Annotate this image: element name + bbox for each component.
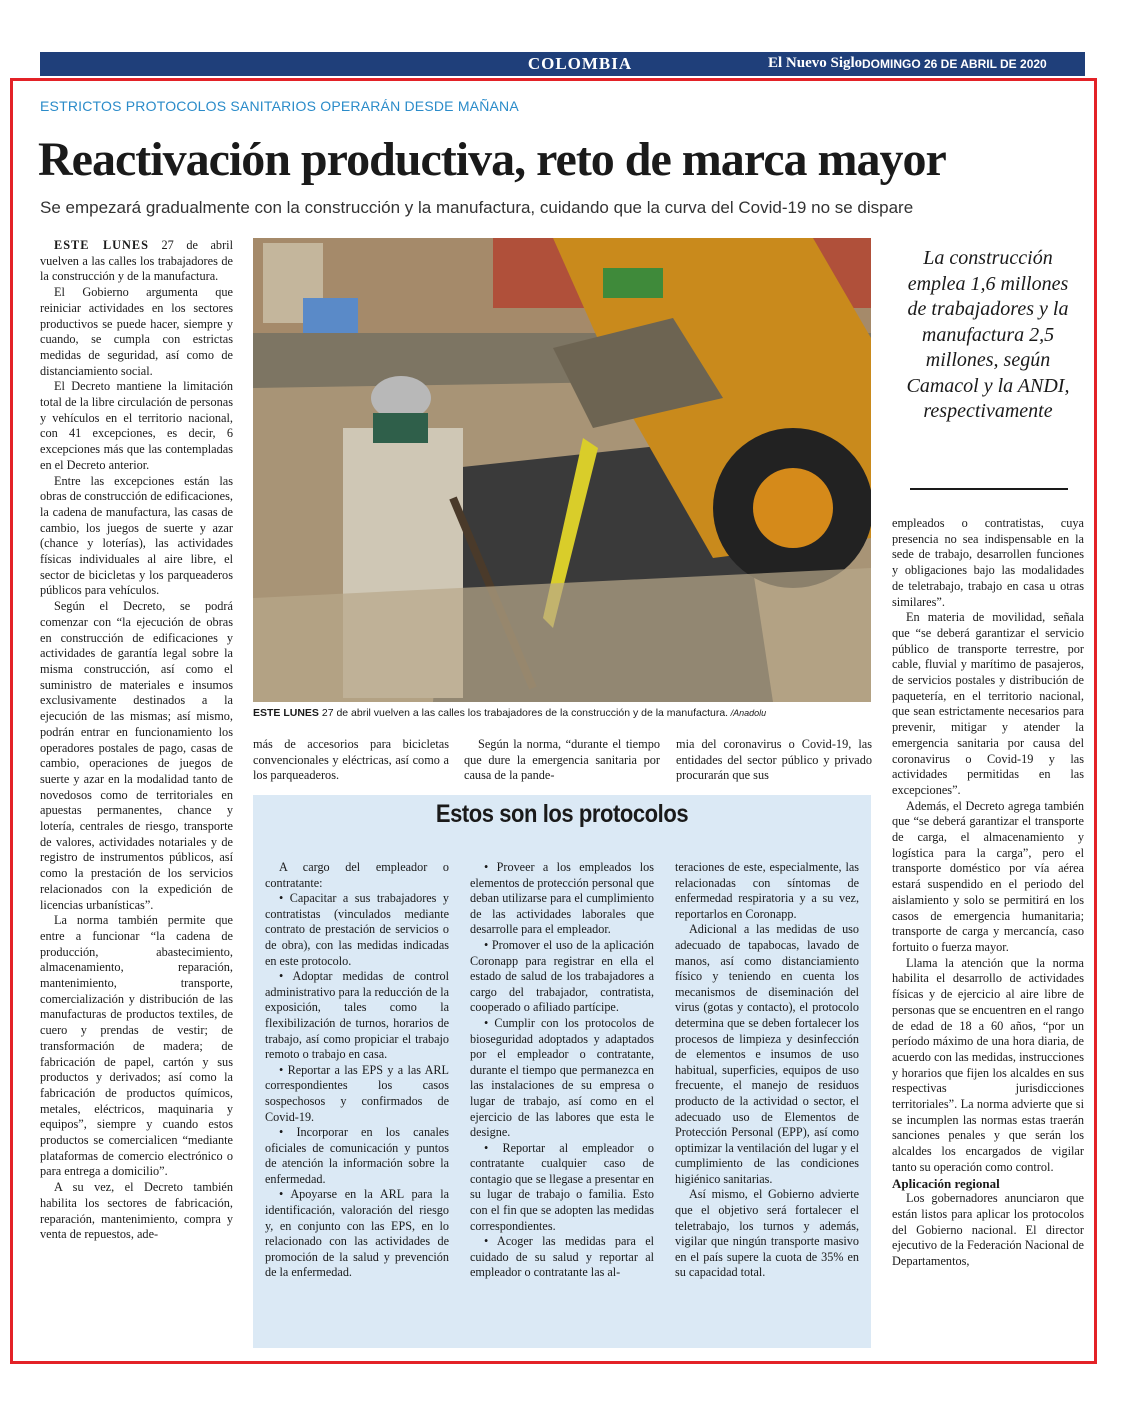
subsection-heading: Aplicación regional (892, 1175, 1000, 1191)
protocol-item: teraciones de este, especialmente, las relacionadas con síntomas de enfermedad respiratoria y a su vez, reportarlos en Coronapp. (675, 860, 859, 921)
quote-divider (910, 488, 1068, 490)
paragraph: Según la norma, “durante el tiempo que dure la emergencia sanitaria por causa de la pande- (464, 737, 660, 783)
article-column-3 (464, 737, 660, 784)
article-column-4 (676, 737, 872, 784)
paragraph: Llama la atención que la norma habilita el desarrollo de actividades físicas y de ejercicio al aire libre de personas que se encuentren en el rango de edad de 18 a 60 años, “por un período máximo de una hora diaria, de acuerdo con las medidas, instrucciones y horarios que fijen los alcaldes en sus respectivas jurisdicciones territoriales”. La norma advierte que si se incumplen las normas estas traerán sanciones penales y que serán los alcaldes los encargados de vigilar tanto su operación como control. (892, 955, 1084, 1174)
paragraph: mia del coronavirus o Covid-19, las entidades del sector público y privado procurarán que sus (676, 737, 872, 783)
section-name: COLOMBIA (527, 54, 633, 73)
page-header-bar (40, 52, 1122, 76)
caption-text: 27 de abril vuelven a las calles los trabajadores de la construcción y de la manufactura. (318, 707, 729, 719)
pull-quote: La construcción emplea 1,6 millones de trabajadores y la manufactura 2,5 millones, según Camacol y la ANDI, respectivamente (906, 247, 1070, 422)
paragraph: Los gobernadores anunciaron que están listos para aplicar los protocolos del Gobierno nacional. El director ejecutivo de la Federación Nacional de Departamentos, (892, 1191, 1084, 1269)
photo-credit: /Anadolu (728, 708, 767, 718)
protocol-item: A cargo del empleador o contratante: (265, 860, 449, 890)
protocol-item: Así mismo, el Gobierno advierte que el objetivo será fortalecer el teletrabajo, los turnos y además, vigilar que ningún transporte masivo en el país supere la cuota de 35% en su capacidad total. (675, 1187, 859, 1280)
paragraph: El Decreto mantiene la limitación total de la libre circulación de personas y vehículos en el territorio nacional, con 41 excepciones, es decir, 6 excepciones más que las contempladas en el Decreto anterior. (40, 379, 233, 472)
article-column-2 (253, 737, 449, 784)
protocol-item: • Reportar al empleador o contratante cualquier caso de contagio que se llegase a presentar en su lugar de trabajo o familia. Esto con el fin que se adopten las medidas correspondientes. (470, 1140, 654, 1233)
protocol-item: • Incorporar en los canales oficiales de comunicación y puntos de atención la información sobre la enfermedad. (265, 1125, 449, 1186)
paragraph: Entre las excepciones están las obras de construcción de edificaciones, la cadena de manufactura, las casas de cambio, los juegos de suerte y azar (chance y loterías), las actividades físicas individuales al aire libre, el sector de bicicletas y los parqueaderos públicos para vehículos. (40, 473, 233, 598)
photo-illustration (253, 238, 871, 702)
photo-caption (253, 707, 871, 719)
paragraph: Además, el Decreto agrega también que “se deberá garantizar el transporte de carga, el almacenamiento y logística para la carga”, pero el transporte doméstico por vía aérea estará suspendido en el periodo del aislamiento y solo se permitirá en los casos de emergencia humanitaria; transporte de carga y mercancía, caso fortuito o fuerza mayor. (892, 798, 1084, 954)
paragraph: En materia de movilidad, señala que “se deberá garantizar el servicio público de transporte terrestre, por cable, fluvial y marítimo de pasajeros, de servicios postales y distribución de paquetería, en el territorio nacional, que sean estrictamente necesarios para prevenir, mitigar y atender la emergencia sanitaria por causa del coronavirus o Covid-19 y las actividades permitidas en las excepciones”. (892, 610, 1084, 797)
article-column-5 (892, 516, 1084, 1270)
paragraph: 27 de abril vuelven a las calles los trabajadores de la construcción y de la manufactura. (40, 238, 233, 284)
protocol-item: • Reportar a las EPS y a las ARL correspondientes los casos sospechosos y confirmados de Covid-19. (265, 1062, 449, 1124)
protocols-column-1 (265, 860, 449, 1281)
newspaper-name: El Nuevo Siglo (768, 55, 863, 71)
protocol-item: • Capacitar a sus trabajadores y contratistas (vinculados mediante contrato de prestación de servicios o de obra), con las medidas indicadas en este protocolo. (265, 891, 449, 968)
lead-caps: ESTE LUNES (54, 238, 149, 252)
protocol-item: • Promover el uso de la aplicación Coronapp para registrar en ella el estado de salud de los trabajadores a cargo del trabajador, contratista, cooperado o afiliado partícipe. (470, 937, 654, 1015)
protocol-item: • Apoyarse en la ARL para la identificación, valoración del riesgo y, en conjunto con las EPS, en lo relacionado con las actividades de promoción de la salud y prevención de la enfermedad. (265, 1187, 449, 1280)
article-kicker: ESTRICTOS PROTOCOLOS SANITARIOS OPERARÁN DESDE MAÑANA (40, 98, 519, 114)
construction-photo (253, 238, 871, 702)
protocols-column-3 (675, 860, 859, 1281)
paragraph: Según el Decreto, se podrá comenzar con “la ejecución de obras en construcción de edificaciones y actividades de garantía legal sobre la misma construcción, así como el suministro de materiales e insumos exclusivamente destinados a la ejecución de las mismas; así mismo, podrán entrar en funcionamiento los operadores postales de pago, casas de cambio, operaciones de juegos de suerte y azar en la modalidad tanto de novedosos como de territoriales en apuestas permanentes, chance y lotería, centrales de riesgo, transporte de valores, actividades notariales y de registro de instrumentos públicos, así como la prestación de los servicios relacionados con la expedición de licencias urbanísticas”. (40, 599, 233, 912)
paragraph: La norma también permite que entre a funcionar “la cadena de producción, abastecimiento, almacenamiento, reparación, mantenimiento, transporte, comercialización y distribución de las manufacturas de productos textiles, de cuero y prendas de vestir; de transformación de madera; de fabricación de papel, cartón y sus productos y derivados; así como la fabricación de productos químicos, metales, eléctricos, maquinaria y equipos”, siempre y cuando estos productos se comercialicen “mediante plataformas de comercio electrónico o para entrega a domicilio”. (40, 913, 233, 1179)
protocols-column-2 (470, 860, 654, 1281)
protocol-item: • Proveer a los empleados los elementos de protección personal que deban utilizarse para el cumplimiento de las actividades laborales que desarrolle para el empleador. (470, 860, 654, 937)
article-subhead: Se empezará gradualmente con la construcción y la manufactura, cuidando que la curva del Covid-19 no se dispare (40, 198, 914, 217)
paragraph: A su vez, el Decreto también habilita los sectores de fabricación, reparación, mantenimiento, compra y venta de repuestos, ade- (40, 1180, 233, 1242)
protocol-item: Adicional a las medidas de uso adecuado de tapabocas, lavado de manos, así como distanciamiento físico y teniendo en cuenta los mecanismos de diseminación del virus (gotas y contacto), el protocolo determina que se deben fortalecer los procesos de limpieza y desinfección de elementos e insumos de uso habitual, superficies, equipos de uso frecuente, el manejo de residuos producto de la actividad o sector, el adecuado uso de Elementos de Protección Personal (EPP), así como optimizar la ventilación del lugar y el cumplimiento de las condiciones higiénico sanitarias. (675, 922, 859, 1186)
protocol-item: • Acoger las medidas para el cuidado de su salud y reportar al empleador o contratante las al- (470, 1234, 654, 1280)
paragraph: más de accesorios para bicicletas convencionales y eléctricas, así como a los parqueaderos. (253, 737, 449, 783)
issue-date: DOMINGO 26 DE ABRIL DE 2020 (862, 57, 1047, 71)
paragraph: El Gobierno argumenta que reiniciar actividades en los sectores productivos se puede hacer, siempre y cuando, se cumpla con estrictas medidas de seguridad, así como de distanciamiento social. (40, 285, 233, 378)
lead-paragraph (40, 238, 233, 285)
page-number: 17 (1101, 53, 1122, 73)
protocols-box-title: Estos son los protocolos (435, 800, 689, 828)
protocol-item: • Adoptar medidas de control administrativo para la reducción de la exposición, tales como la flexibilización de turnos, horarios de trabajo, así como propiciar el trabajo remoto o trabajo en casa. (265, 969, 449, 1062)
paragraph: empleados o contratistas, cuya presencia no sea indispensable en la sede de trabajo, desarrollen funciones y obligaciones bajo las modalidades de teletrabajo, trabajo en casa u otras similares”. (892, 516, 1084, 609)
article-column-1 (40, 238, 233, 1243)
caption-lead: ESTE LUNES (253, 707, 319, 719)
article-headline: Reactivación productiva, reto de marca mayor (38, 133, 946, 186)
protocol-item: • Cumplir con los protocolos de bioseguridad adoptados y adaptados por el empleador o contratante, durante el tiempo que permanezca en las instalaciones de su empresa o lugar de trabajo, así como en el ejercicio de las labores que esta le designe. (470, 1015, 654, 1140)
